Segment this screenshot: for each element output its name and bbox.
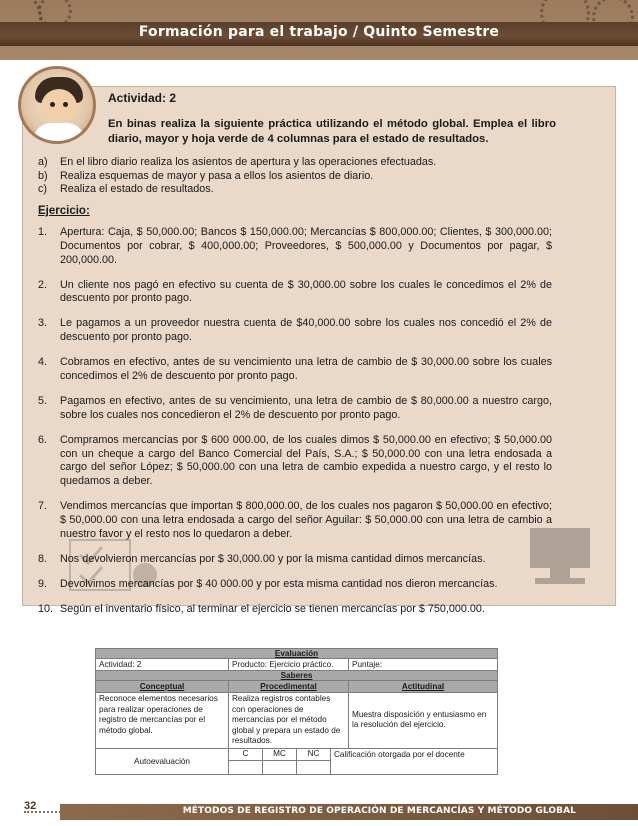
col-actitudinal: Actitudinal	[349, 681, 498, 693]
list-item: 8. Nos devolvieron mercancías por $ 30,000.00 y por la misma cantidad dimos mercancías.	[38, 552, 486, 565]
footer-chapter-title: MÉTODOS DE REGISTRO DE OPERACIÓN DE MERCANCÍAS Y MÉTODO GLOBAL	[182, 806, 576, 816]
computer-watermark-icon	[520, 520, 610, 600]
grade-nc: NC	[297, 748, 331, 760]
list-item: 3. Le pagamos a un proveedor nuestra cuenta de $40,000.00 sobre los cuales nos concedió el 2% de descuento por pronto pago.	[38, 317, 552, 344]
evaluation-title: Evaluación	[96, 649, 498, 659]
list-item: b) Realiza esquemas de mayor y pasa a ellos los asientos de diario.	[38, 169, 374, 182]
page-title: Formación para el trabajo / Quinto Semestre	[138, 24, 500, 40]
evaluation-table	[95, 648, 498, 775]
product-cell: Producto: Ejercicio práctico.	[229, 659, 349, 671]
actitudinal-cell: Muestra disposición y entusiasmo en la resolución del ejercicio.	[349, 693, 498, 749]
list-item: 7. Vendimos mercancías que importan $ 800,000.00, de los cuales nos pagaron $ 50,000.00 en efectivo; $ 50,000.00 con una letra endosada a cargo del señor Aguilar: $ 50,000.00 con una letra de cambio a nuestro favor y el resto nos lo quedaron a deber.	[38, 500, 552, 540]
activity-steps	[38, 156, 558, 197]
list-item: 1. Apertura: Caja, $ 50,000.00; Bancos $ 150,000.00; Mercancías $ 800,000.00; Clientes, $ 300,000.00; Documentos por cobrar, $ 400,000.00; Proveedores, $ 500,000.00 y Documentos por pagar, $ 200,000.00.	[38, 226, 552, 266]
col-conceptual: Conceptual	[96, 681, 229, 693]
activity-instructions: En binas realiza la siguiente práctica utilizando el método global. Emplea el libro diario, mayor y hoja verde de 4 columnas para el estado de resultados.	[108, 118, 556, 145]
teacher-grade-cell: Calificación otorgada por el docente	[331, 748, 498, 774]
score-cell: Puntaje:	[349, 659, 498, 671]
list-item: 2. Un cliente nos pagó en efectivo su cuenta de $ 30,000.00 sobre los cuales le concedimos el 2% de descuento por pronto pago.	[38, 278, 552, 305]
grade-nc-box[interactable]	[297, 760, 331, 774]
student-avatar-icon	[18, 66, 96, 144]
page-number: 32	[24, 800, 37, 812]
list-item: a) En el libro diario realiza los asientos de apertura y las operaciones efectuadas.	[38, 156, 437, 168]
exercise-title: Ejercicio:	[38, 205, 90, 217]
checklist-watermark-icon	[60, 520, 170, 600]
list-item: c) Realiza el estado de resultados.	[38, 183, 214, 195]
grade-c-box[interactable]	[229, 760, 263, 774]
conceptual-cell: Reconoce elementos necesarios para realizar operaciones de registro de mercancías por el método global.	[96, 693, 229, 749]
grade-mc-box[interactable]	[263, 760, 297, 774]
saberes-header: Saberes	[96, 671, 498, 681]
procedimental-cell: Realiza registros contables con operaciones de mercancías por el método global y prepara un estado de resultados.	[229, 693, 349, 749]
list-item: 4. Cobramos en efectivo, antes de su vencimiento una letra de cambio de $ 30,000.00 sobre los cuales concedimos el 2% de descuento por pronto pago.	[38, 356, 552, 382]
col-procedimental: Procedimental	[229, 681, 349, 693]
grade-mc: MC	[263, 748, 297, 760]
self-evaluation-label: Autoevaluación	[96, 748, 229, 774]
activity-cell: Actividad: 2	[96, 659, 229, 671]
list-item: 10. Según el inventario físico, al terminar el ejercicio se tienen mercancías por $ 750,000.00.	[38, 602, 485, 615]
grade-c: C	[229, 748, 263, 760]
list-item: 6. Compramos mercancías por $ 600 000.00, de los cuales dimos $ 50,000.00 en efectivo; $ 50,000.00 con un cheque a cargo del Banco Comercial del País, S.A.; $ 50,000.00 con una letra endosada a cargo del señor López; $ 50,000.00 con una letra de cambio expedida a nuestro cargo, y el resto lo quedamos a deber.	[38, 433, 552, 488]
activity-label: Actividad: 2	[108, 91, 177, 105]
list-item: 5. Pagamos en efectivo, antes de su vencimiento, una letra de cambio de $ 80,000.00 a nuestro cargo, sobre los cuales nos concedieron el 2% de descuento por pronto pago.	[38, 394, 552, 421]
list-item: 9. Devolvimos mercancías por $ 40 000.00 y por esta misma cantidad nos dieron mercancías.	[38, 577, 498, 590]
